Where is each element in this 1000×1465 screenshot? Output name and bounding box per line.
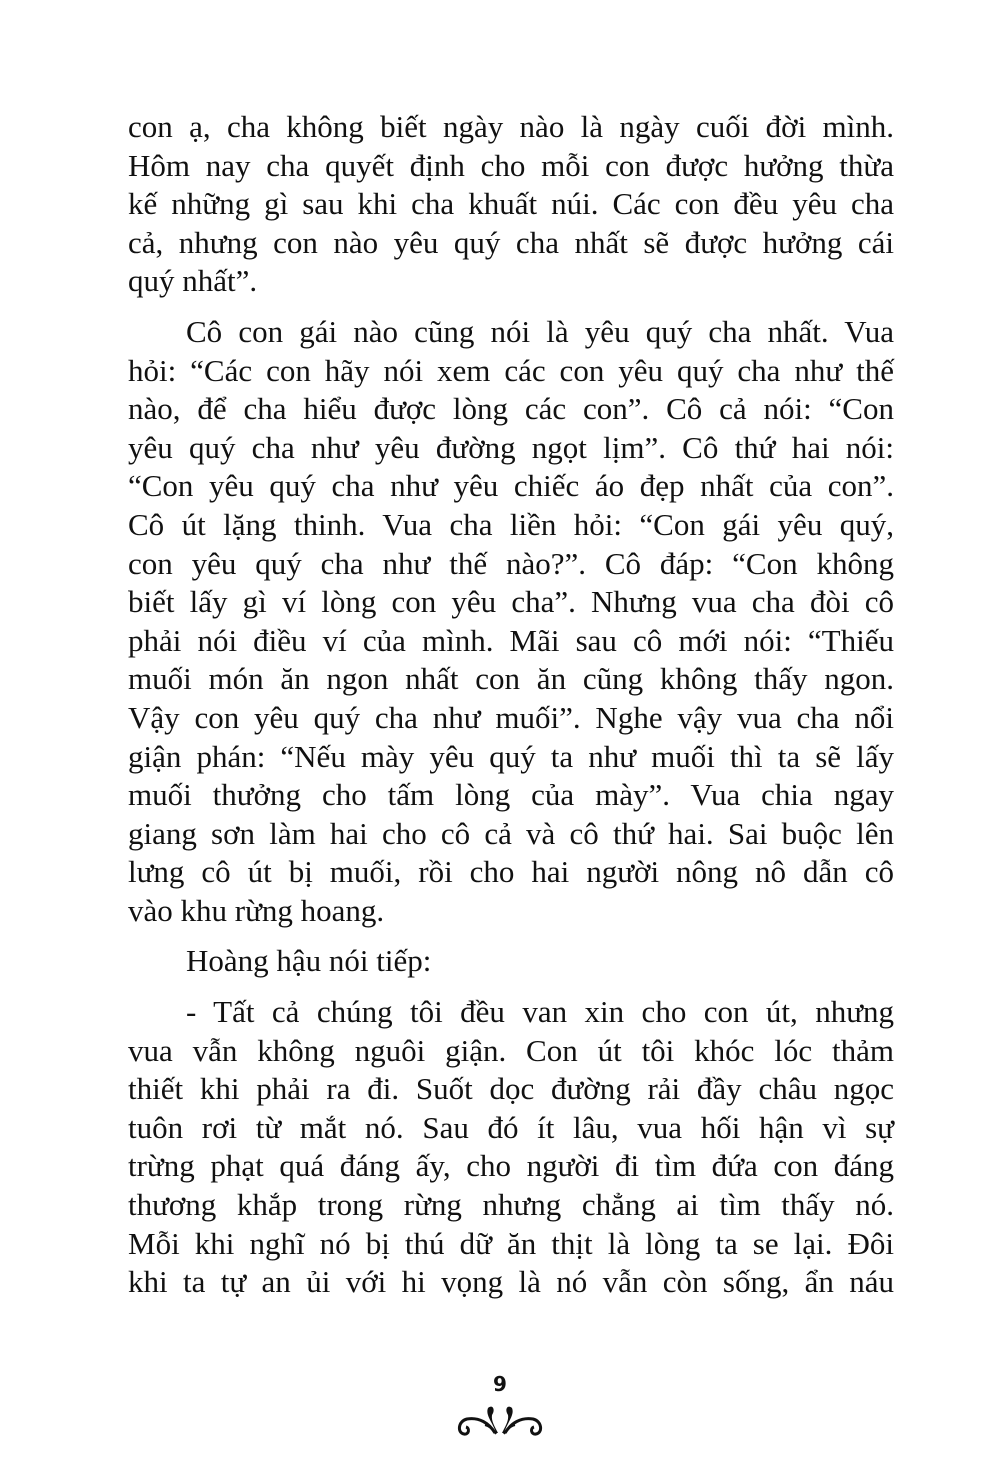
paragraph — [128, 993, 894, 1302]
text-line: vào khu rừng hoang. — [128, 892, 385, 928]
text-line: Vậy con yêu quý cha như muối”. Nghe vậy vua cha nổi — [128, 699, 894, 735]
text-line: lưng cô út bị muối, rồi cho hai người nông nô dẫn cô — [128, 854, 894, 890]
text-line: khi ta tự an ủi với hi vọng là nó vẫn còn sống, ẩn náu — [128, 1264, 894, 1300]
text-line: - Tất cả chúng tôi đều van xin cho con út, nhưng — [186, 994, 894, 1030]
text-line: “Con yêu quý cha như yêu chiếc áo đẹp nhất của con”. — [128, 468, 894, 504]
text-line: cả, nhưng con nào yêu quý cha nhất sẽ được hưởng cái — [128, 224, 894, 260]
text-line: nào, để cha hiểu được lòng các con”. Cô cả nói: “Con — [128, 391, 894, 427]
text-line: tuôn rơi từ mắt nó. Sau đó ít lâu, vua hối hận vì sự — [128, 1109, 894, 1145]
text-line: giang sơn làm hai cho cô cả và cô thứ hai. Sai buộc lên — [128, 815, 894, 851]
text-line: thiết khi phải ra đi. Suốt dọc đường rải đầy châu ngọc — [128, 1071, 894, 1107]
text-line: Hôm nay cha quyết định cho mỗi con được hưởng thừa — [128, 147, 894, 183]
text-line: vua vẫn không nguôi giận. Con út tôi khóc lóc thảm — [128, 1032, 894, 1068]
text-line: kế những gì sau khi cha khuất núi. Các con đều yêu cha — [128, 186, 894, 222]
book-page-text — [128, 108, 894, 1314]
paragraph — [128, 108, 894, 301]
paragraph — [128, 313, 894, 931]
text-line: Cô con gái nào cũng nói là yêu quý cha nhất. Vua — [186, 313, 894, 349]
text-line: yêu quý cha như yêu đường ngọt lịm”. Cô thứ hai nói: — [128, 429, 894, 465]
text-line: trừng phạt quá đáng ấy, cho người đi tìm đứa con đáng — [128, 1148, 894, 1184]
text-line: con ạ, cha không biết ngày nào là ngày cuối đời mình. — [128, 109, 894, 144]
text-line: phải nói điều ví của mình. Mãi sau cô mới nói: “Thiếu — [128, 622, 894, 658]
flourish-ornament-icon — [455, 1403, 545, 1439]
text-line: thương khắp trong rừng nhưng chẳng ai tìm thấy nó. — [128, 1187, 894, 1223]
text-line: muối thưởng cho tấm lòng của mày”. Vua chia ngay — [128, 777, 894, 813]
text-line: Mỗi khi nghĩ nó bị thú dữ ăn thịt là lòng ta se lại. Đôi — [128, 1225, 894, 1261]
text-line: Hoàng hậu nói tiếp: — [186, 943, 432, 979]
text-line: hỏi: “Các con hãy nói xem các con yêu quý cha như thế — [128, 352, 894, 388]
text-line: con yêu quý cha như thế nào?”. Cô đáp: “Con không — [128, 545, 894, 581]
text-line: Cô út lặng thinh. Vua cha liền hỏi: “Con gái yêu quý, — [128, 506, 894, 542]
page-number: 9 — [493, 1372, 507, 1396]
text-line: quý nhất”. — [128, 263, 258, 299]
text-line: giận phán: “Nếu mày yêu quý ta như muối thì ta sẽ lấy — [128, 738, 894, 774]
paragraph — [128, 942, 894, 981]
text-line: muối món ăn ngon nhất con ăn cũng không thấy ngon. — [128, 661, 894, 697]
text-line: biết lấy gì ví lòng con yêu cha”. Nhưng vua cha đòi cô — [128, 584, 894, 620]
